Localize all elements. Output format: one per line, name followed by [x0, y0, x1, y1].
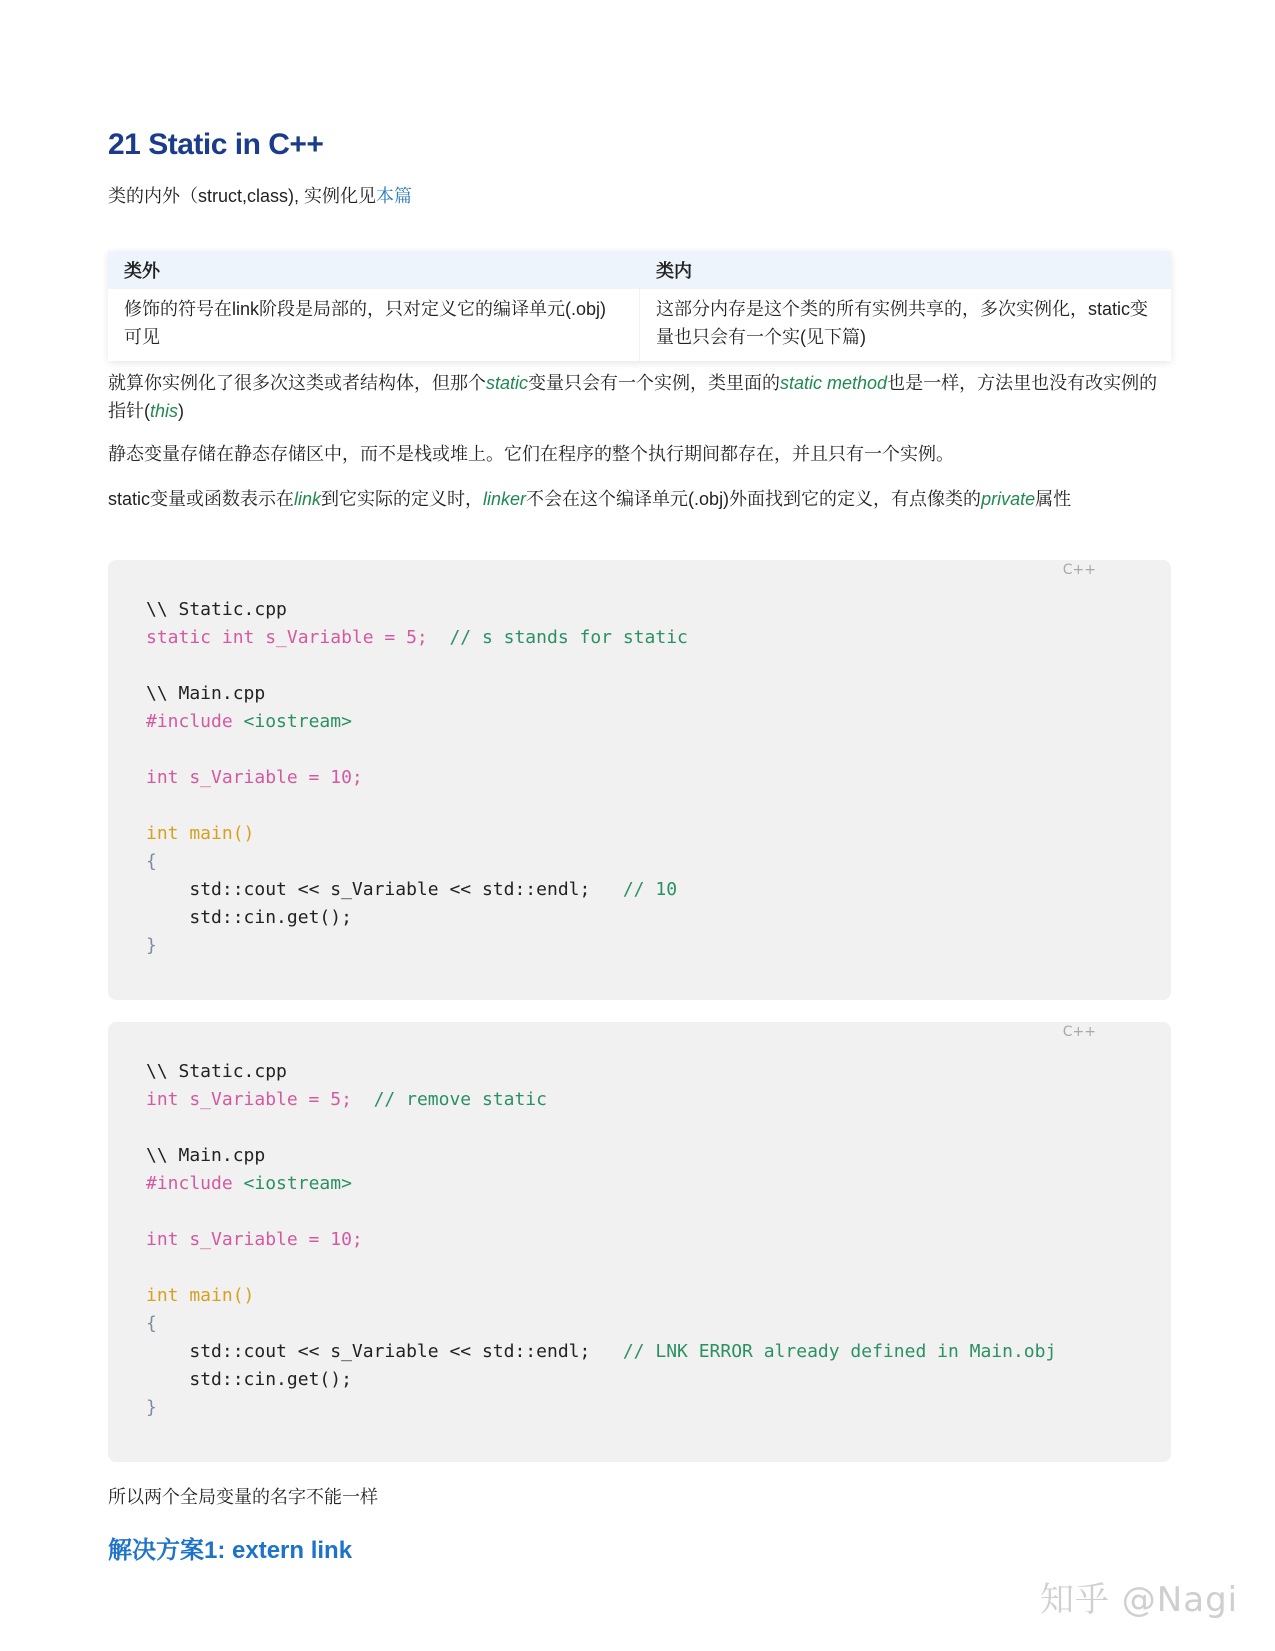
code-line: int main() — [146, 1285, 255, 1306]
code-line: std::cout << s_Variable << std::endl; — [189, 1341, 591, 1362]
page-title: 21 Static in C++ — [108, 128, 324, 161]
code-line: std::cin.get(); — [189, 1369, 352, 1390]
table-header-inside: 类内 — [640, 251, 1172, 289]
text-span: 就算你实例化了很多次这类或者结构体，但那个 — [108, 373, 486, 393]
paragraph-link — [108, 485, 1171, 513]
code-line: \\ Main.cpp — [146, 1145, 266, 1166]
code-header: <iostream> — [243, 1173, 352, 1194]
text-span: 属性 — [1035, 489, 1072, 509]
em-private: private — [981, 489, 1036, 509]
text-span: 到它实际的定义时， — [321, 489, 484, 509]
code-line: int main() — [146, 823, 255, 844]
intro-paragraph — [108, 182, 1171, 210]
comparison-table — [108, 251, 1171, 361]
em-link: link — [294, 489, 322, 509]
code-line: static int s_Variable = 5; — [146, 627, 428, 648]
table-header-outside: 类外 — [108, 251, 640, 289]
section-heading: 解决方案1: extern link — [108, 1537, 353, 1564]
em-this: this — [150, 401, 179, 421]
intro-text: 类的内外（struct,class), 实例化见 — [108, 186, 377, 206]
text-span: static变量或函数表示在 — [108, 489, 295, 509]
em-static-method: static method — [780, 373, 888, 393]
code-line: \\ Main.cpp — [146, 683, 266, 704]
code-include: #include — [146, 711, 233, 732]
code-brace: { — [146, 851, 157, 872]
table-cell-inside: 这部分内存是这个类的所有实例共享的，多次实例化，static变量也只会有一个实(见下篇) — [640, 289, 1172, 361]
code-line: \\ Static.cpp — [146, 1061, 287, 1082]
code-line: int s_Variable = 10; — [146, 1229, 363, 1250]
table-row — [108, 289, 1171, 361]
code-comment: // remove static — [373, 1089, 547, 1110]
em-linker: linker — [483, 489, 527, 509]
code-language-label: C++ — [1062, 562, 1096, 578]
em-static: static — [486, 373, 529, 393]
code-line: int s_Variable = 10; — [146, 767, 363, 788]
code-brace: } — [146, 935, 157, 956]
code-line: std::cin.get(); — [189, 907, 352, 928]
code-content — [146, 596, 688, 960]
text-span: 变量只会有一个实例，类里面的 — [528, 373, 781, 393]
code-comment: // s stands for static — [449, 627, 688, 648]
paragraph-storage: 静态变量存储在静态存储区中，而不是栈或堆上。它们在程序的整个执行期间都存在，并且只有一个实例。 — [108, 444, 954, 464]
code-include: #include — [146, 1173, 233, 1194]
table-cell-outside: 修饰的符号在link阶段是局部的，只对定义它的编译单元(.obj)可见 — [108, 289, 640, 361]
code-block-1 — [108, 560, 1171, 1000]
code-line: \\ Static.cpp — [146, 599, 287, 620]
code-line: std::cout << s_Variable << std::endl; — [189, 879, 591, 900]
watermark-logo: 知乎 @Nagi — [1040, 1580, 1239, 1620]
code-line: int s_Variable = 5; — [146, 1089, 352, 1110]
text-span: 也是一样，方法里也没有改实例的指针( — [108, 373, 1158, 421]
paragraph-instances — [108, 369, 1171, 425]
intro-link[interactable]: 本篇 — [376, 186, 413, 206]
paragraph-conclusion: 所以两个全局变量的名字不能一样 — [108, 1487, 378, 1507]
code-content — [146, 1058, 1056, 1422]
code-language-label: C++ — [1062, 1024, 1096, 1040]
code-header: <iostream> — [243, 711, 352, 732]
text-span: 不会在这个编译单元(.obj)外面找到它的定义，有点像类的 — [526, 489, 982, 509]
code-comment: // 10 — [622, 879, 678, 900]
text-span: ) — [178, 401, 185, 421]
code-comment: // LNK ERROR already defined in Main.obj — [622, 1341, 1057, 1362]
code-brace: { — [146, 1313, 157, 1334]
code-brace: } — [146, 1397, 157, 1418]
code-block-2 — [108, 1022, 1171, 1462]
